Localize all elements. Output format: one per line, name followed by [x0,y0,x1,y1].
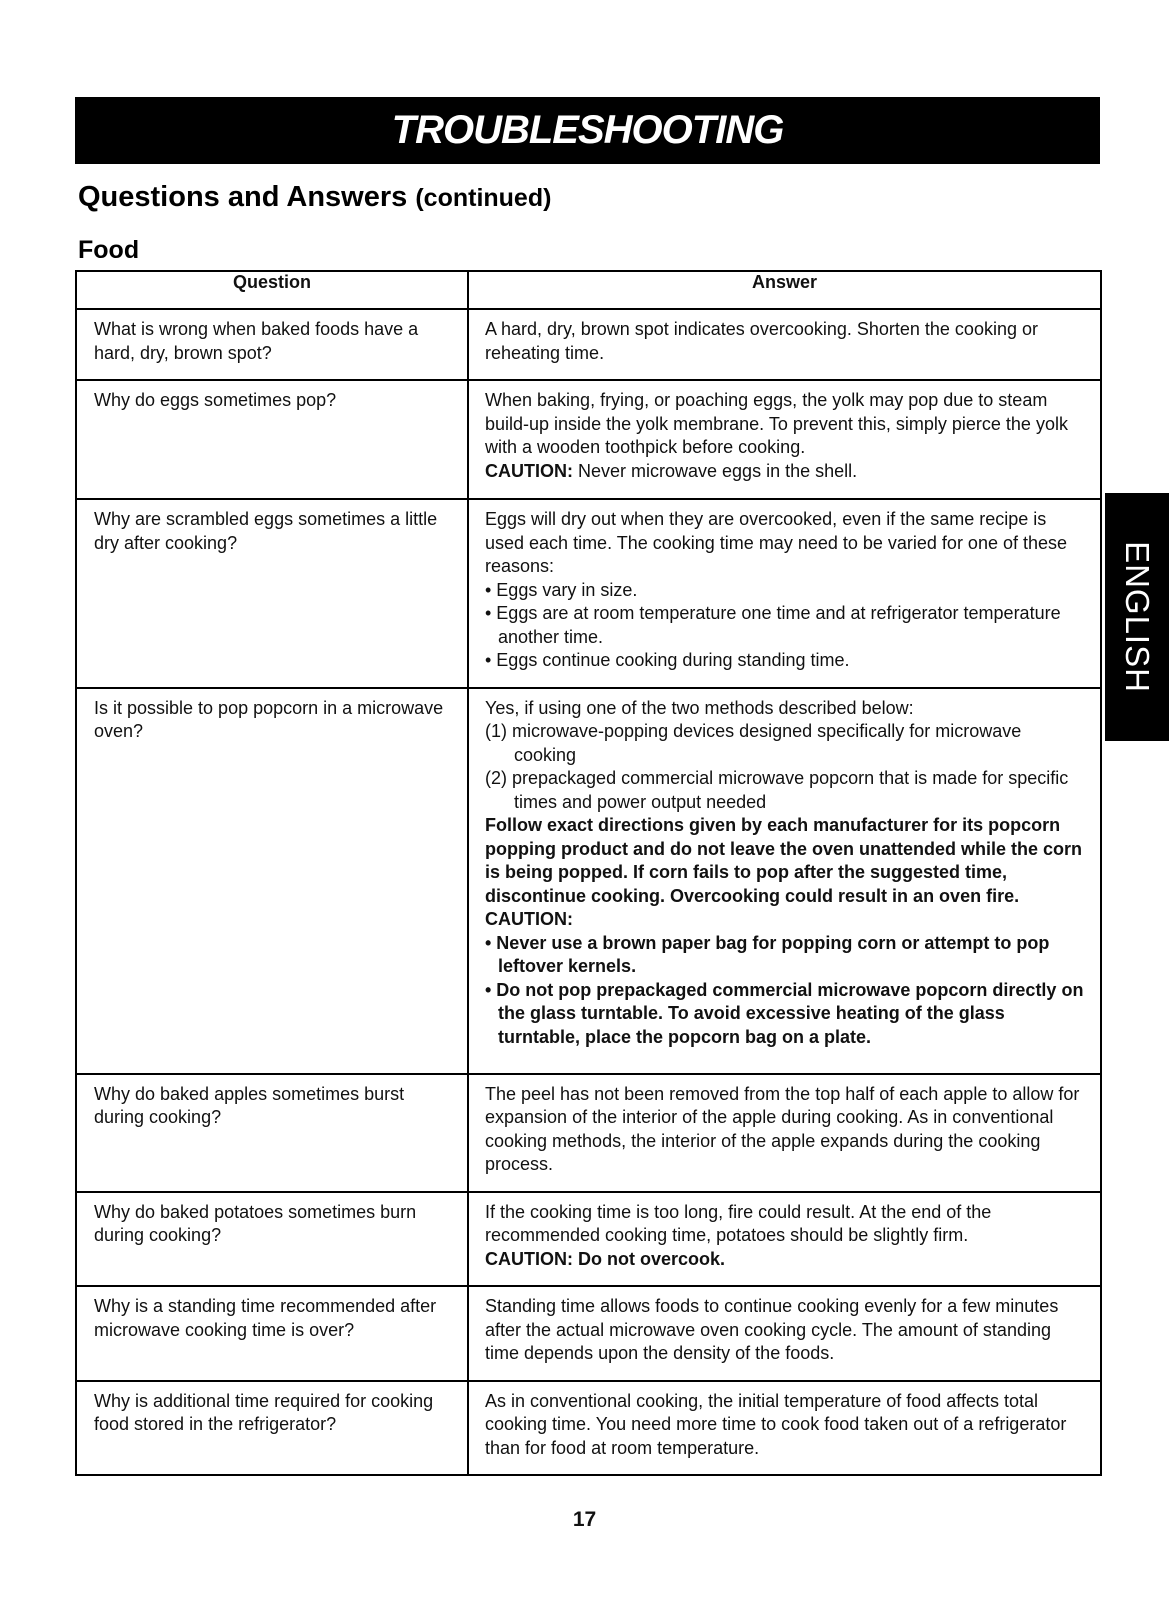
table-row [76,1381,1101,1476]
table-row [76,499,1101,688]
table-row [76,309,1101,380]
section-heading: Food [78,236,140,264]
table-header-row [76,271,1101,309]
answer-cell [468,1192,1101,1287]
question-text: Why do eggs sometimes pop? [94,390,337,410]
column-header-answer: Answer [468,271,1101,309]
page-banner: TROUBLESHOOTING [75,97,1100,164]
caution-line [485,460,1084,484]
question-text: Why do baked potatoes sometimes burn during cooking? [94,1201,417,1245]
answer-text: Yes, if using one of the two methods described below: [485,697,914,718]
page-number: 17 [572,1508,597,1531]
qa-table [75,270,1102,1476]
answer-text: Standing time allows foods to continue cooking evenly for a few minutes after the actual microwave oven cooking cycle. The amount of standing time depends upon the density of the foods. [485,1296,1059,1363]
question-cell [76,499,468,688]
language-side-tab [1105,493,1169,741]
question-text: Why do baked apples sometimes burst during cooking? [94,1083,405,1127]
question-cell [76,1074,468,1192]
answer-text: If the cooking time is too long, fire could result. At the end of the recommended cooking time, potatoes should be slightly firm. [485,1201,992,1245]
question-cell [76,309,468,380]
bullet-item: • Eggs are at room temperature one time and at refrigerator temperature another time. [485,603,1061,647]
bullet-item: • Never use a brown paper bag for popping corn or attempt to pop leftover kernels. [485,932,1050,976]
answer-text: The peel has not been removed from the top half of each apple to allow for expansion of the interior of the apple during cooking. As in conventional cooking methods, the interior of the apple expands during the cooking process. [485,1083,1080,1174]
caution-line: CAUTION: Do not overcook. [485,1248,726,1269]
answer-cell [468,309,1101,380]
bullet-item: • Eggs vary in size. [485,579,638,600]
question-text: What is wrong when baked foods have a hard, dry, brown spot? [94,319,419,363]
answer-cell [468,1286,1101,1381]
question-text: Is it possible to pop popcorn in a microwave oven? [94,697,444,741]
question-text: Why is a standing time recommended after microwave cooking time is over? [94,1296,437,1340]
answer-text: As in conventional cooking, the initial temperature of food affects total cooking time. You need more time to cook food taken out of a refrigerator than for food at room temperature. [485,1390,1067,1458]
question-cell [76,380,468,499]
caution-label: CAUTION: [485,460,573,481]
question-cell [76,1286,468,1381]
question-cell [76,1381,468,1476]
caution-label: CAUTION: [485,909,573,929]
table-row [76,1192,1101,1287]
table-row [76,380,1101,499]
answer-cell [468,1381,1101,1476]
table-row [76,1286,1101,1381]
numbered-item: (2) prepackaged commercial microwave popcorn that is made for specific times and power output needed [485,768,1069,812]
numbered-item: (1) microwave-popping devices designed specifically for microwave cooking [485,721,1022,765]
page-subtitle [78,181,551,214]
subtitle-text: Questions and Answers [78,181,408,213]
answer-cell [468,499,1101,688]
answer-cell [468,1074,1101,1192]
question-cell [76,1192,468,1287]
side-tab-label: ENGLISH [1119,541,1156,693]
table-row [76,688,1101,1074]
question-cell [76,688,468,1074]
bullet-item: • Eggs continue cooking during standing time. [485,650,850,670]
table-row [76,1074,1101,1192]
answer-text: When baking, frying, or poaching eggs, the yolk may pop due to steam build-up inside the yolk membrane. To prevent this, simply pierce the yolk with a wooden toothpick before cooking. [485,390,1068,457]
bullet-item: • Do not pop prepackaged commercial microwave popcorn directly on the glass turntable. To avoid excessive heating of the glass turntable, place the popcorn bag on a plate. [485,979,1084,1047]
column-header-question: Question [76,271,468,309]
question-text: Why are scrambled eggs sometimes a little dry after cooking? [94,509,438,553]
answer-cell [468,380,1101,499]
warning-text: Follow exact directions given by each manufacturer for its popcorn popping product and do not leave the oven unattended while the corn is being popped. If corn fails to pop after the suggested time, discontinue cooking. Overcooking could result in an oven fire. [485,815,1083,906]
answer-text: A hard, dry, brown spot indicates overcooking. Shorten the cooking or reheating time. [485,319,1038,363]
caution-text: Never microwave eggs in the shell. [573,460,858,481]
subtitle-suffix: (continued) [415,184,552,212]
answer-text: Eggs will dry out when they are overcooked, even if the same recipe is used each time. The cooking time may need to be varied for one of these reasons: [485,509,1068,576]
question-text: Why is additional time required for cooking food stored in the refrigerator? [94,1390,434,1434]
answer-cell [468,688,1101,1074]
